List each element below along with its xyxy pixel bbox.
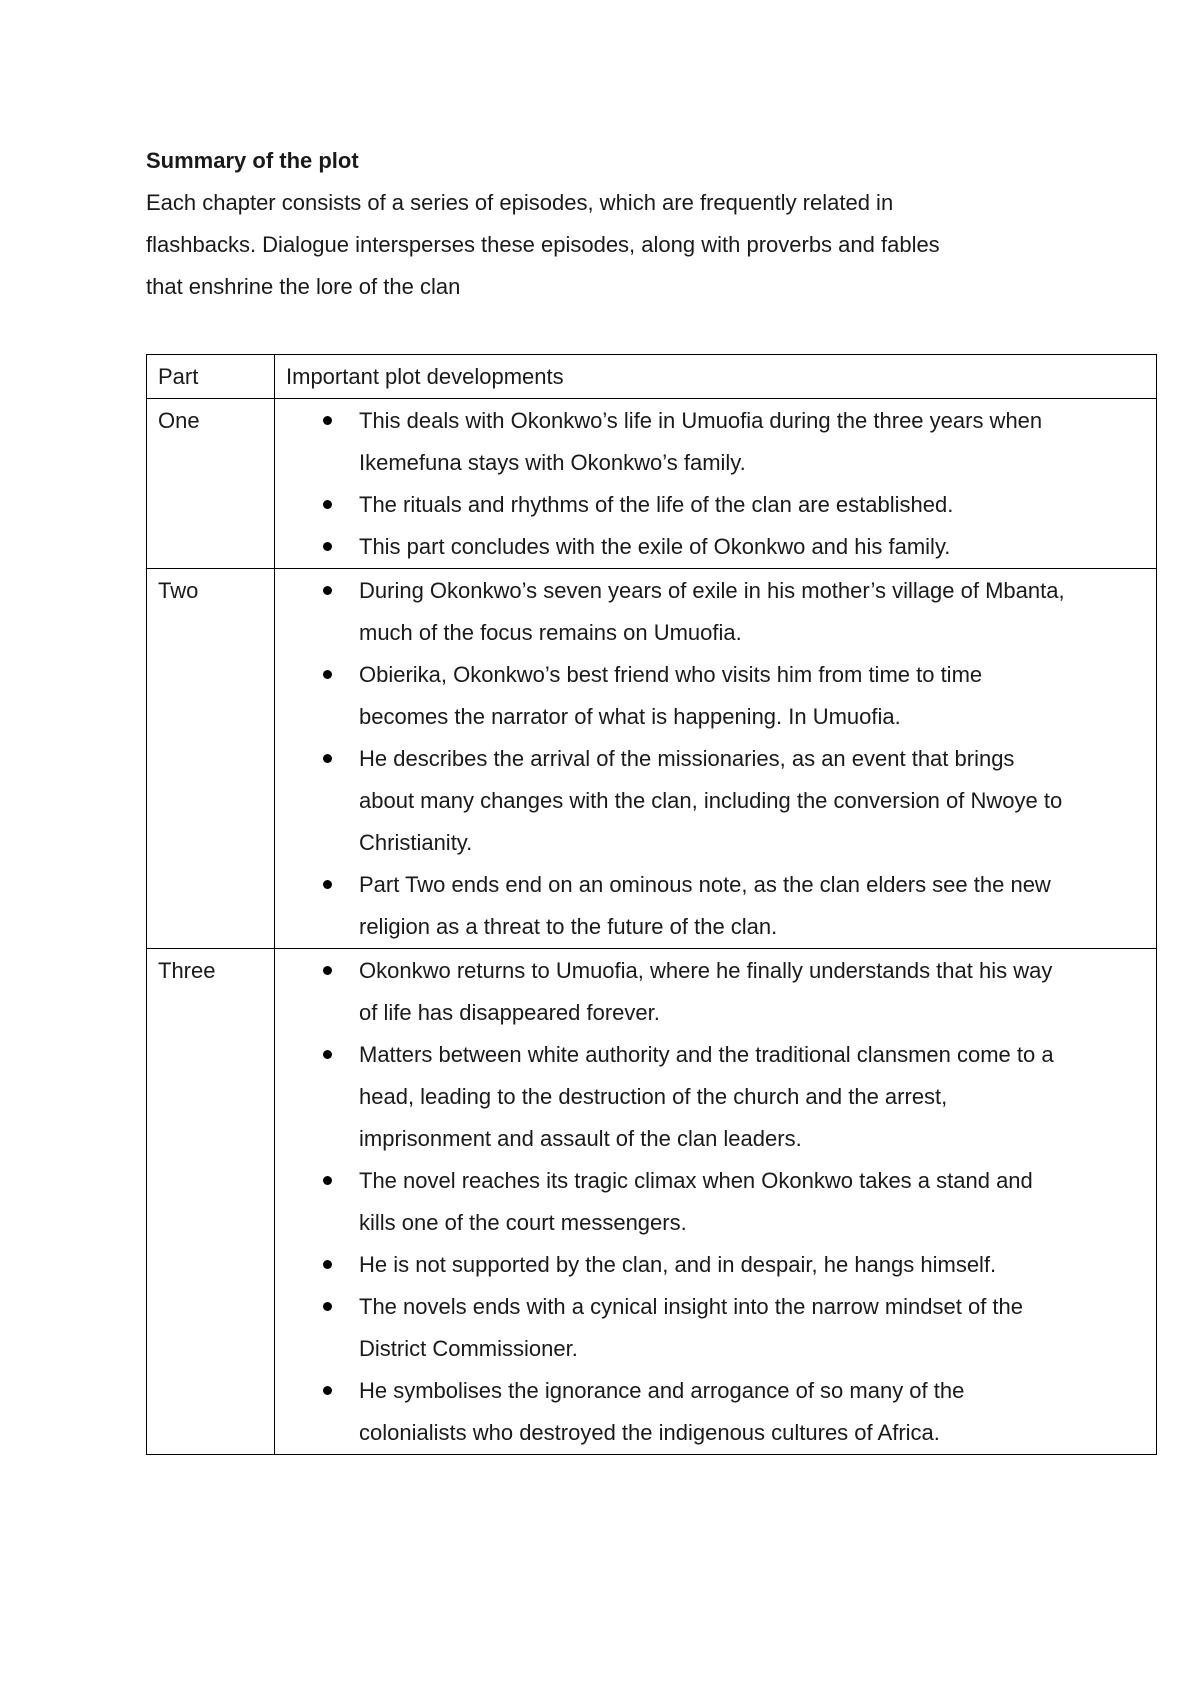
bullet-text-line: Matters between white authority and the traditional clansmen come to a (359, 1042, 1054, 1067)
bullet-item (275, 654, 1156, 738)
bullet-text-line: about many changes with the clan, including the conversion of Nwoye to (359, 788, 1063, 813)
bullet-text-line: During Okonkwo’s seven years of exile in his mother’s village of Mbanta, (359, 578, 1065, 603)
part-label: Two (158, 578, 199, 603)
bullet-text-line: imprisonment and assault of the clan leaders. (359, 1126, 802, 1151)
part-cell (147, 569, 275, 949)
developments-cell (275, 399, 1157, 569)
bullet-text-line: He describes the arrival of the missionaries, as an event that brings (359, 746, 1015, 771)
bullet-item (275, 1370, 1156, 1454)
bullet-item (275, 738, 1156, 864)
bullet-icon (323, 416, 332, 425)
bullet-icon (323, 1260, 332, 1269)
bullet-item (275, 484, 1156, 526)
bullet-text-line: religion as a threat to the future of the clan. (359, 914, 778, 939)
bullet-icon (323, 754, 332, 763)
bullet-text-line: Okonkwo returns to Umuofia, where he finally understands that his way (359, 958, 1053, 983)
bullet-icon (323, 670, 332, 679)
table-row (147, 569, 1157, 949)
bullet-icon (323, 1050, 332, 1059)
bullet-text-line: This part concludes with the exile of Okonkwo and his family. (359, 534, 951, 559)
bullet-text-line: This deals with Okonkwo’s life in Umuofia during the three years when (359, 408, 1043, 433)
bullet-item (275, 570, 1156, 654)
bullet-text-line: Christianity. (359, 830, 473, 855)
bullet-icon (323, 966, 332, 975)
intro-line: Each chapter consists of a series of episodes, which are frequently related in (146, 190, 894, 215)
bullet-text-line: head, leading to the destruction of the church and the arrest, (359, 1084, 948, 1109)
bullet-item (275, 1244, 1156, 1286)
bullet-item (275, 950, 1156, 1034)
bullet-text-line: Ikemefuna stays with Okonkwo’s family. (359, 450, 746, 475)
bullet-list (275, 950, 1156, 1454)
bullet-item (275, 864, 1156, 948)
bullet-text-line: much of the focus remains on Umuofia. (359, 620, 742, 645)
bullet-item (275, 1286, 1156, 1370)
plot-table (146, 354, 1157, 1455)
bullet-text-line: of life has disappeared forever. (359, 1000, 660, 1025)
intro-line: flashbacks. Dialogue intersperses these episodes, along with proverbs and fables (146, 232, 940, 257)
bullet-icon (323, 880, 332, 889)
bullet-text-line: colonialists who destroyed the indigenous cultures of Africa. (359, 1420, 940, 1445)
table-body (147, 399, 1157, 1455)
bullet-text-line: Part Two ends end on an ominous note, as the clan elders see the new (359, 872, 1051, 897)
bullet-text-line: becomes the narrator of what is happening. In Umuofia. (359, 704, 901, 729)
table-row (147, 399, 1157, 569)
bullet-icon (323, 1386, 332, 1395)
page-title: Summary of the plot (146, 148, 359, 173)
bullet-icon (323, 1176, 332, 1185)
table-row (147, 949, 1157, 1455)
bullet-item (275, 526, 1156, 568)
bullet-text-line: He symbolises the ignorance and arrogance of so many of the (359, 1378, 965, 1403)
bullet-icon (323, 1302, 332, 1311)
intro-paragraph (146, 182, 1156, 308)
bullet-text-line: District Commissioner. (359, 1336, 578, 1361)
bullet-text-line: The novel reaches its tragic climax when Okonkwo takes a stand and (359, 1168, 1033, 1193)
table-header-row (147, 355, 1157, 399)
developments-cell (275, 569, 1157, 949)
bullet-text-line: He is not supported by the clan, and in despair, he hangs himself. (359, 1252, 997, 1277)
header-developments: Important plot developments (275, 355, 1157, 399)
bullet-item (275, 1160, 1156, 1244)
bullet-text-line: The rituals and rhythms of the life of the clan are established. (359, 492, 954, 517)
bullet-text-line: Obierika, Okonkwo’s best friend who visits him from time to time (359, 662, 983, 687)
document-content (146, 140, 1156, 1445)
developments-cell (275, 949, 1157, 1455)
part-label: One (158, 408, 200, 433)
bullet-icon (323, 500, 332, 509)
header-part: Part (147, 355, 275, 399)
bullet-text-line: kills one of the court messengers. (359, 1210, 687, 1235)
bullet-icon (323, 586, 332, 595)
part-cell (147, 399, 275, 569)
part-cell (147, 949, 275, 1455)
bullet-list (275, 570, 1156, 948)
bullet-icon (323, 542, 332, 551)
bullet-item (275, 1034, 1156, 1160)
bullet-list (275, 400, 1156, 568)
part-label: Three (158, 958, 216, 983)
bullet-text-line: The novels ends with a cynical insight into the narrow mindset of the (359, 1294, 1024, 1319)
bullet-item (275, 400, 1156, 484)
intro-line: that enshrine the lore of the clan (146, 274, 461, 299)
